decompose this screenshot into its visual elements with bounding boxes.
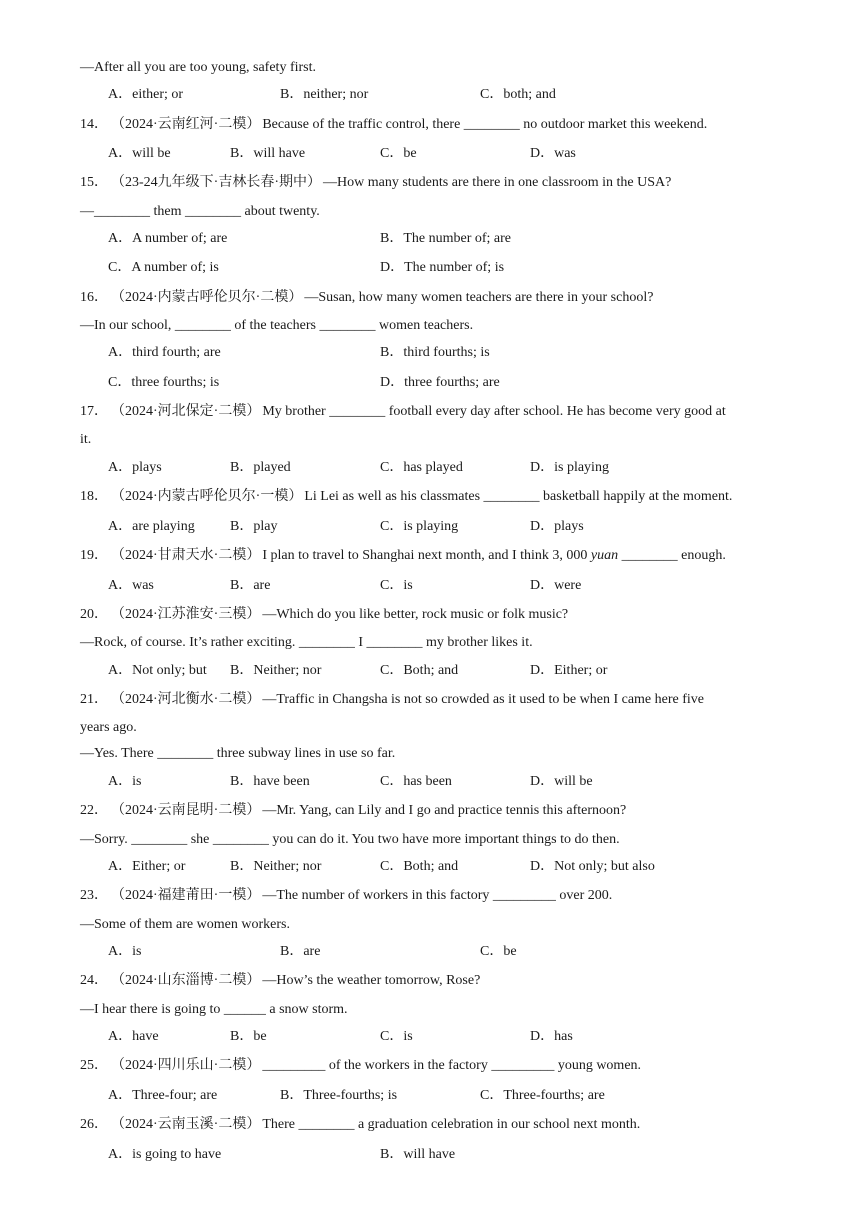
question-text: —Mr. Yang, can Lily and I go and practice tennis this afternoon?: [262, 803, 627, 818]
option-b: B．are: [230, 578, 271, 593]
question-source: （2024·山东淄博·二模）: [118, 973, 261, 988]
question-line: it.: [80, 432, 92, 447]
question-number: 20．: [80, 607, 108, 622]
question-text: ________ enough.: [618, 548, 726, 563]
question-text: —The number of workers in this factory _________ over 200.: [262, 888, 613, 903]
question-number: 14．: [80, 117, 108, 132]
question-16: [80, 289, 653, 307]
option-a: A．is going to have: [108, 1147, 222, 1162]
question-21: [80, 691, 704, 709]
option-a: A．is: [108, 944, 142, 959]
option-d: D．Not only; but also: [530, 859, 655, 874]
option-d: D．were: [530, 578, 582, 593]
option-c: C．is: [380, 578, 413, 593]
question-number: 25．: [80, 1058, 108, 1073]
option-b: B．be: [230, 1029, 267, 1044]
option-a: A．third fourth; are: [108, 345, 221, 360]
question-number: 24．: [80, 973, 108, 988]
option-a: A．Three-four; are: [108, 1088, 218, 1103]
question-20: [80, 606, 568, 624]
option-c: C．has been: [380, 774, 452, 789]
option-a: A．either; or: [108, 87, 184, 102]
option-b: B．Three-fourths; is: [280, 1088, 398, 1103]
option-d: D．will be: [530, 774, 593, 789]
option-d: D．The number of; is: [380, 260, 505, 275]
option-a: A．A number of; are: [108, 231, 228, 246]
question-line: years ago.: [80, 720, 137, 735]
option-c: C．Both; and: [380, 663, 459, 678]
question-text: —How’s the weather tomorrow, Rose?: [262, 973, 481, 988]
question-22: [80, 802, 626, 820]
question-source: （2024·河北衡水·二模）: [118, 692, 261, 707]
question-line: —After all you are too young, safety first.: [80, 60, 316, 75]
option-b: B．will have: [230, 146, 306, 161]
question-source: （23-24九年级下·吉林长春·期中）: [118, 175, 321, 190]
question-source: （2024·江苏淮安·三模）: [118, 607, 261, 622]
question-line: —Some of them are women workers.: [80, 917, 290, 932]
question-text: There ________ a graduation celebration in our school next month.: [262, 1117, 641, 1132]
option-d: D．is playing: [530, 460, 609, 475]
option-a: A．will be: [108, 146, 171, 161]
question-text: —Traffic in Changsha is not so crowded as it used to be when I came here five: [262, 692, 704, 707]
option-c: C．be: [480, 944, 517, 959]
question-number: 18．: [80, 489, 108, 504]
question-26: [80, 1116, 640, 1134]
question-text-italic: yuan: [590, 548, 619, 563]
option-c: C．is playing: [380, 519, 459, 534]
option-b: B．will have: [380, 1147, 456, 1162]
question-19: [80, 547, 726, 565]
question-number: 15．: [80, 175, 108, 190]
option-b: B．The number of; are: [380, 231, 512, 246]
option-b: B．played: [230, 460, 291, 475]
question-number: 21．: [80, 692, 108, 707]
option-b: B．are: [280, 944, 321, 959]
question-17: [80, 403, 726, 421]
option-d: D．was: [530, 146, 576, 161]
question-text: _________ of the workers in the factory _________ young women.: [262, 1058, 642, 1073]
question-source: （2024·四川乐山·二模）: [118, 1058, 261, 1073]
question-number: 19．: [80, 548, 108, 563]
question-source: （2024·内蒙古呼伦贝尔·二模）: [118, 290, 303, 305]
question-18: [80, 488, 732, 506]
question-number: 16．: [80, 290, 108, 305]
option-b: B．neither; nor: [280, 87, 369, 102]
option-b: B．play: [230, 519, 278, 534]
option-b: B．have been: [230, 774, 310, 789]
question-14: [80, 116, 707, 134]
option-c: C．has played: [380, 460, 463, 475]
question-line: —I hear there is going to ______ a snow storm.: [80, 1002, 348, 1017]
question-source: （2024·福建莆田·一模）: [118, 888, 261, 903]
question-line: —Yes. There ________ three subway lines in use so far.: [80, 746, 396, 761]
option-c: C．is: [380, 1029, 413, 1044]
option-b: B．third fourths; is: [380, 345, 490, 360]
question-source: （2024·云南红河·二模）: [118, 117, 261, 132]
question-line: —In our school, ________ of the teachers ________ women teachers.: [80, 318, 474, 333]
question-line: —Sorry. ________ she ________ you can do it. You two have more important things to do then.: [80, 832, 620, 847]
option-d: D．Either; or: [530, 663, 608, 678]
question-text: —Which do you like better, rock music or folk music?: [262, 607, 569, 622]
option-a: A．plays: [108, 460, 162, 475]
option-c: C．both; and: [480, 87, 556, 102]
question-text: My brother ________ football every day after school. He has become very good at: [262, 404, 726, 419]
option-c: C．three fourths; is: [108, 375, 220, 390]
question-24: [80, 972, 480, 990]
option-c: C．Both; and: [380, 859, 459, 874]
question-23: [80, 887, 612, 905]
question-25: [80, 1057, 641, 1075]
question-source: （2024·甘肃天水·二模）: [118, 548, 261, 563]
question-number: 26．: [80, 1117, 108, 1132]
option-d: D．three fourths; are: [380, 375, 500, 390]
option-d: D．has: [530, 1029, 573, 1044]
question-text: Because of the traffic control, there ________ no outdoor market this weekend.: [262, 117, 708, 132]
option-a: A．have: [108, 1029, 159, 1044]
question-number: 17．: [80, 404, 108, 419]
question-text: I plan to travel to Shanghai next month, and I think 3, 000: [262, 548, 591, 563]
question-line: —________ them ________ about twenty.: [80, 204, 320, 219]
question-15: [80, 174, 671, 192]
question-text: —Susan, how many women teachers are there in your school?: [304, 290, 654, 305]
option-c: C．be: [380, 146, 417, 161]
option-a: A．Not only; but: [108, 663, 207, 678]
question-source: （2024·内蒙古呼伦贝尔·一模）: [118, 489, 303, 504]
question-number: 23．: [80, 888, 108, 903]
option-a: A．was: [108, 578, 154, 593]
option-a: A．are playing: [108, 519, 195, 534]
question-text: Li Lei as well as his classmates ________ basketball happily at the moment.: [304, 489, 733, 504]
question-source: （2024·云南玉溪·二模）: [118, 1117, 261, 1132]
option-c: C．A number of; is: [108, 260, 219, 275]
option-b: B．Neither; nor: [230, 859, 322, 874]
option-a: A．is: [108, 774, 142, 789]
option-d: D．plays: [530, 519, 584, 534]
question-source: （2024·云南昆明·二模）: [118, 803, 261, 818]
option-a: A．Either; or: [108, 859, 186, 874]
question-line: —Rock, of course. It’s rather exciting. ________ I ________ my brother likes it.: [80, 635, 533, 650]
option-b: B．Neither; nor: [230, 663, 322, 678]
question-source: （2024·河北保定·二模）: [118, 404, 261, 419]
question-text: —How many students are there in one classroom in the USA?: [323, 175, 672, 190]
option-c: C．Three-fourths; are: [480, 1088, 605, 1103]
question-number: 22．: [80, 803, 108, 818]
